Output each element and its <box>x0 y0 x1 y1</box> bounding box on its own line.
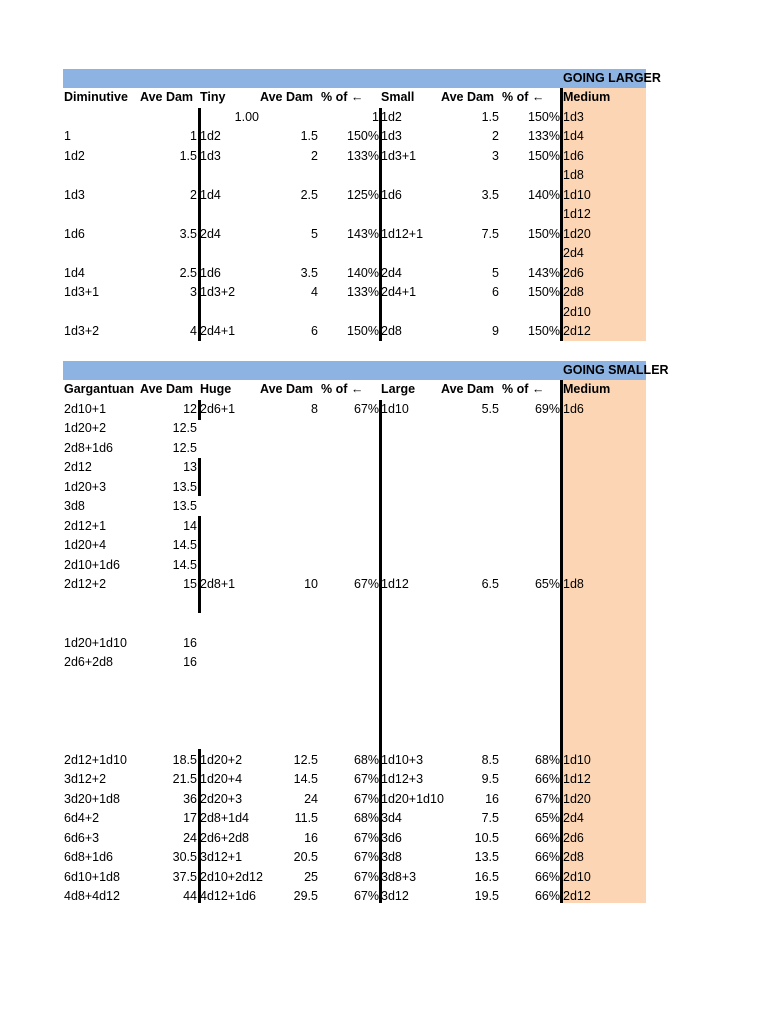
table-cell: 18.5 <box>172 752 197 767</box>
table-cell: 1 <box>372 109 379 124</box>
table-cell: 2d6+1 <box>200 401 236 416</box>
table-cell: 5 <box>492 265 499 280</box>
table-cell: 4d12+1d6 <box>200 889 256 903</box>
table-cell: 2d12 <box>64 460 92 474</box>
table-row <box>63 400 646 420</box>
table-going-smaller <box>63 361 669 903</box>
table-cell: 3d12+2 <box>64 772 107 786</box>
table-cell: 16 <box>304 830 318 845</box>
banner-going-smaller-label: GOING SMALLER <box>563 363 669 377</box>
table-cell: 2d6 <box>563 265 584 280</box>
table-cell: 1d6 <box>200 265 221 280</box>
column-header: Ave Dam <box>260 90 314 104</box>
table-row <box>63 848 646 868</box>
table-cell: 1d20+1d10 <box>381 791 444 806</box>
table-cell: 12 <box>183 401 197 416</box>
table-row <box>63 166 646 186</box>
table-row <box>63 653 646 673</box>
table-cell: 150% <box>528 148 560 163</box>
table-cell: 67% <box>353 791 379 806</box>
table-cell: 12.5 <box>172 440 197 455</box>
table-cell: 2.5 <box>179 265 197 280</box>
table-cell: 2d4 <box>563 811 584 825</box>
banner-going-smaller <box>63 361 669 380</box>
table-cell: 8 <box>311 401 318 416</box>
table-cell: 13.5 <box>474 850 499 864</box>
table-cell: 67% <box>353 401 379 416</box>
table-cell: 1d10 <box>381 401 409 416</box>
table-cell: 2d8 <box>563 850 584 864</box>
table-row <box>63 634 646 654</box>
table-cell: 6d4+2 <box>64 811 100 825</box>
table-cell: 1d20 <box>563 226 591 241</box>
table-cell: 150% <box>347 129 379 143</box>
table-row <box>63 887 646 907</box>
header-row <box>63 380 646 400</box>
table-cell: 3d8 <box>64 499 85 513</box>
table-cell: 1d2 <box>64 148 85 163</box>
table-cell: 1d20+3 <box>64 479 107 494</box>
table-cell: 20.5 <box>293 850 318 864</box>
table-cell: 6d6+3 <box>64 830 100 845</box>
table-cell: 1d10 <box>563 187 591 202</box>
table-cell: 67% <box>353 869 379 884</box>
table-cell: 1.5 <box>179 148 197 163</box>
table-cell: 17 <box>183 811 197 825</box>
table-cell: 37.5 <box>172 869 197 884</box>
table-cell: 2d8 <box>381 324 402 338</box>
table-cell: 2d6+2d8 <box>64 655 114 669</box>
banner-going-larger-label: GOING LARGER <box>563 71 661 85</box>
table-cell: 3d4 <box>381 811 402 825</box>
table-cell: 24 <box>304 791 318 806</box>
table-cell: 3.5 <box>179 226 197 241</box>
table-cell: 1d3 <box>563 109 584 124</box>
table-cell: 3d8+3 <box>381 869 417 884</box>
table-row <box>63 205 646 225</box>
table-cell: 68% <box>353 811 379 825</box>
table-cell: 12.5 <box>172 421 197 435</box>
table-cell: 1.00 <box>234 109 259 124</box>
table-cell: 2.5 <box>300 187 318 202</box>
table-cell: 66% <box>534 889 560 903</box>
table-cell: 7.5 <box>481 226 499 241</box>
table-cell: 10.5 <box>474 830 499 845</box>
table-cell: 1d3 <box>381 129 402 143</box>
table-cell: 1 <box>64 129 71 143</box>
table-cell: 3d20+1d8 <box>64 791 120 806</box>
table-cell: 10 <box>304 577 318 591</box>
table-cell: 2d6+2d8 <box>200 830 250 845</box>
table-cell: 8.5 <box>481 752 499 767</box>
table-row <box>63 770 646 790</box>
table-cell: 1d4 <box>64 265 85 280</box>
table-row <box>63 829 646 849</box>
table-cell: 1d6 <box>64 226 85 241</box>
column-header: Ave Dam <box>140 90 194 104</box>
table-row <box>63 108 646 128</box>
table-cell: 1.5 <box>300 129 318 143</box>
table-cell: 12.5 <box>293 752 318 767</box>
table-cell: 150% <box>528 324 560 338</box>
table-cell: 2d4+1 <box>200 324 236 338</box>
table-row <box>63 790 646 810</box>
table-cell: 69% <box>534 401 560 416</box>
table-cell: 67% <box>353 577 379 591</box>
column-header: % of ← <box>502 382 545 396</box>
table-row <box>63 536 646 556</box>
table-cell: 16.5 <box>474 869 499 884</box>
table-cell: 1d12 <box>381 577 409 591</box>
table-cell: 7.5 <box>481 811 499 825</box>
table-cell: 2d4 <box>200 226 221 241</box>
table-cell: 2d20+3 <box>200 791 243 806</box>
table-cell: 2 <box>311 148 318 163</box>
table-cell: 1 <box>190 129 197 143</box>
table-cell: 6d10+1d8 <box>64 869 120 884</box>
header-row <box>63 88 646 108</box>
table-cell: 150% <box>528 226 560 241</box>
column-header: Small <box>381 90 415 104</box>
table-row <box>63 731 646 751</box>
column-header: Medium <box>563 90 611 104</box>
table-cell: 67% <box>353 850 379 864</box>
table-cell: 2d8+1d6 <box>64 440 114 455</box>
table-row <box>63 225 646 245</box>
table-cell: 13.5 <box>172 479 197 494</box>
table-cell: 24 <box>183 830 197 845</box>
column-header: % of ← <box>321 382 364 396</box>
table-cell: 16 <box>183 635 197 650</box>
table-row <box>63 809 646 829</box>
table-cell: 1d6 <box>381 187 402 202</box>
column-header: Huge <box>200 382 232 396</box>
table-row <box>63 419 646 439</box>
table-cell: 4 <box>190 324 197 338</box>
table-cell: 2d10 <box>563 869 591 884</box>
table-cell: 66% <box>534 830 560 845</box>
table-row <box>63 147 646 167</box>
table-cell: 13.5 <box>172 499 197 513</box>
table-cell: 15 <box>183 577 197 591</box>
table-cell: 3d12+1 <box>200 850 243 864</box>
table-cell: 1d10+3 <box>381 752 424 767</box>
table-cell: 2d8+1d4 <box>200 811 250 825</box>
table-cell: 2d4 <box>563 246 584 260</box>
table-cell: 66% <box>534 850 560 864</box>
table-cell: 2d4+1 <box>381 285 417 299</box>
table-row <box>63 712 646 732</box>
table-cell: 1d3 <box>200 148 221 163</box>
table-cell: 66% <box>534 869 560 884</box>
table-cell: 65% <box>534 811 560 825</box>
table-cell: 4 <box>311 285 318 299</box>
table-row <box>63 458 646 478</box>
table-cell: 3 <box>492 148 499 163</box>
column-header: Ave Dam <box>441 382 495 396</box>
table-cell: 2d8 <box>563 285 584 299</box>
table-row <box>63 127 646 147</box>
table-cell: 14.5 <box>293 772 318 786</box>
column-header: Gargantuan <box>64 382 135 396</box>
table-cell: 67% <box>353 889 379 903</box>
table-row <box>63 186 646 206</box>
table-cell: 14.5 <box>172 538 197 552</box>
banner-going-larger <box>63 69 661 88</box>
table-cell: 29.5 <box>293 889 318 903</box>
table-cell: 5.5 <box>481 401 499 416</box>
table-cell: 14.5 <box>172 557 197 572</box>
table-cell: 2d10+2d12 <box>200 869 263 884</box>
table-row <box>63 614 646 634</box>
table-cell: 16 <box>183 655 197 669</box>
table-cell: 140% <box>528 187 560 202</box>
table-cell: 13 <box>183 460 197 474</box>
table-cell: 133% <box>347 148 379 163</box>
table-cell: 1d20+2 <box>200 752 243 767</box>
table-cell: 67% <box>353 772 379 786</box>
table-cell: 19.5 <box>474 889 499 903</box>
table-cell: 133% <box>347 285 379 299</box>
table-cell: 21.5 <box>172 772 197 786</box>
table-row <box>63 497 646 517</box>
table-cell: 1d3+1 <box>381 148 417 163</box>
table-row <box>63 868 646 888</box>
table-cell: 1.5 <box>481 109 499 124</box>
table-cell: 1d3+2 <box>200 285 236 299</box>
table-cell: 1d20+4 <box>200 772 243 786</box>
table-cell: 3d8 <box>381 850 402 864</box>
table-cell: 1d20+1d10 <box>64 635 127 650</box>
table-cell: 6 <box>492 285 499 299</box>
column-header: Large <box>381 382 416 396</box>
table-cell: 2 <box>492 129 499 143</box>
column-header: Medium <box>563 382 611 396</box>
table-cell: 143% <box>347 226 379 241</box>
table-cell: 3.5 <box>481 187 499 202</box>
table-cell: 1d4 <box>200 187 221 202</box>
table-cell: 65% <box>534 577 560 591</box>
table-cell: 1d8 <box>563 577 584 591</box>
table-cell: 6d8+1d6 <box>64 850 114 864</box>
table-going-larger <box>63 69 661 341</box>
table-cell: 4d8+4d12 <box>64 889 120 903</box>
table-cell: 2d12 <box>563 324 591 338</box>
table-cell: 16 <box>485 791 499 806</box>
table-cell: 11.5 <box>294 811 318 825</box>
table-cell: 2d10+1 <box>64 401 107 416</box>
table-row <box>63 303 646 323</box>
table-row <box>63 751 646 771</box>
table-row <box>63 575 646 595</box>
table-row <box>63 264 646 284</box>
table-cell: 66% <box>534 772 560 786</box>
table-cell: 1d20 <box>563 791 591 806</box>
table-cell: 1d6 <box>563 401 584 416</box>
table-cell: 68% <box>534 752 560 767</box>
column-header: Ave Dam <box>441 90 495 104</box>
table-cell: 67% <box>534 791 560 806</box>
table-cell: 5 <box>311 226 318 241</box>
table-cell: 3d6 <box>381 830 402 845</box>
table-cell: 1d12 <box>563 772 591 786</box>
table-cell: 1d2 <box>200 129 221 143</box>
column-header: Diminutive <box>64 90 128 104</box>
table-cell: 2d4 <box>381 265 402 280</box>
table-cell: 9.5 <box>481 772 499 786</box>
column-header: Tiny <box>200 90 226 104</box>
table-cell: 2d6 <box>563 830 584 845</box>
table-cell: 125% <box>347 187 379 202</box>
table-row <box>63 283 646 303</box>
table-cell: 2d10+1d6 <box>64 557 120 572</box>
table-cell: 1d3 <box>64 187 85 202</box>
table-cell: 68% <box>353 752 379 767</box>
table-cell: 1d3+1 <box>64 285 100 299</box>
table-row <box>63 556 646 576</box>
table-row <box>63 244 646 264</box>
table-cell: 1d12 <box>563 207 591 221</box>
table-cell: 1d10 <box>563 752 591 767</box>
table-cell: 1d12+3 <box>381 772 424 786</box>
table-cell: 67% <box>353 830 379 845</box>
table-row <box>63 439 646 459</box>
table-cell: 3d12 <box>381 889 409 903</box>
table-cell: 36 <box>183 791 197 806</box>
table-row <box>63 595 646 615</box>
table-cell: 25 <box>304 869 318 884</box>
table-cell: 6 <box>311 324 318 338</box>
table-cell: 3 <box>190 285 197 299</box>
table-cell: 1d4 <box>563 129 584 143</box>
table-cell: 2d12 <box>563 889 591 903</box>
table-row <box>63 517 646 537</box>
table-cell: 1d20+2 <box>64 421 107 435</box>
table-cell: 14 <box>183 518 197 533</box>
column-header: Ave Dam <box>260 382 314 396</box>
table-cell: 30.5 <box>172 850 197 864</box>
table-cell: 150% <box>528 285 560 299</box>
table-cell: 2d12+1d10 <box>64 752 127 767</box>
table-row <box>63 673 646 693</box>
table-cell: 2d8+1 <box>200 577 236 591</box>
table-cell: 3.5 <box>300 265 318 280</box>
table-row <box>63 692 646 712</box>
table-cell: 6.5 <box>481 577 499 591</box>
table-cell: 2d10 <box>563 304 591 319</box>
table-cell: 1d3+2 <box>64 324 100 338</box>
table-cell: 1d8 <box>563 168 584 182</box>
column-header: Ave Dam <box>140 382 194 396</box>
table-cell: 44 <box>183 889 197 903</box>
table-row <box>63 478 646 498</box>
table-cell: 1d6 <box>563 148 584 163</box>
table-cell: 150% <box>347 324 379 338</box>
table-cell: 1d20+4 <box>64 538 107 552</box>
table-cell: 143% <box>528 265 560 280</box>
column-header: % of ← <box>321 90 364 104</box>
table-cell: 2 <box>190 187 197 202</box>
table-row <box>63 322 646 342</box>
table-cell: 2d12+1 <box>64 518 107 533</box>
table-cell: 2d12+2 <box>64 577 107 591</box>
table-cell: 9 <box>492 324 499 338</box>
table-cell: 140% <box>347 265 379 280</box>
table-cell: 1d2 <box>381 109 402 124</box>
column-header: % of ← <box>502 90 545 104</box>
table-cell: 133% <box>528 129 560 143</box>
table-cell: 150% <box>528 109 560 124</box>
table-cell: 1d12+1 <box>381 226 424 241</box>
